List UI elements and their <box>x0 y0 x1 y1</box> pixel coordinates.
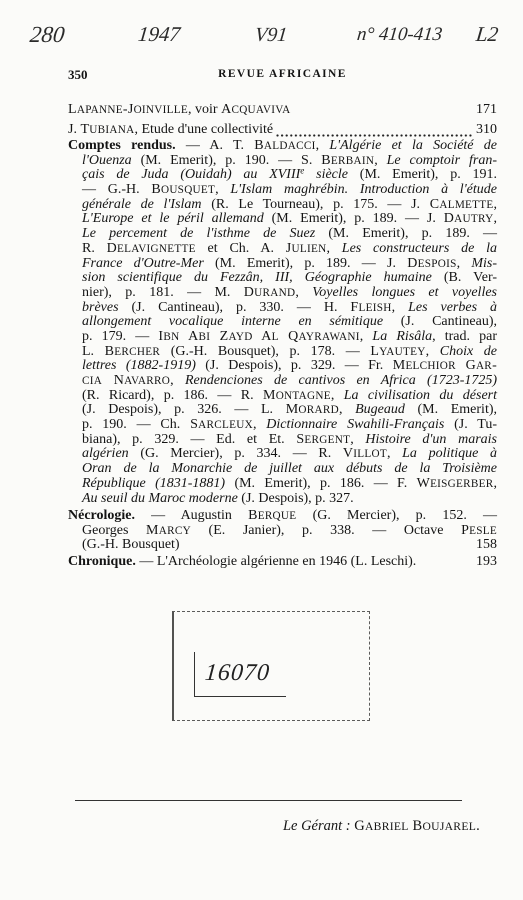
text-run: et Ch. A. <box>195 240 286 256</box>
text-run: , <box>374 152 387 168</box>
small-caps-letters: OINVILLE <box>133 103 188 116</box>
text-run: , <box>493 196 498 212</box>
small-caps-letters: ILLOT <box>353 448 387 461</box>
text-line <box>68 301 497 316</box>
text-line <box>68 257 497 272</box>
text-line <box>68 524 497 539</box>
text-line <box>68 345 497 360</box>
author-name: PESLE <box>461 522 497 538</box>
italic-title: Voyelles longues et voyelles <box>312 284 497 300</box>
text-line <box>68 477 497 492</box>
small-caps-letters: BN <box>163 330 180 343</box>
text-line <box>68 183 497 198</box>
text-run: — L'Archéologie algérienne en 1946 (L. Leschi). <box>135 553 417 569</box>
text-run: (M. Emerit), <box>404 402 497 418</box>
italic-title: Histoire d'un marais <box>365 431 498 447</box>
italic-title: La politique à <box>402 446 498 462</box>
small-caps-letters: ERGENT <box>304 433 351 446</box>
italic-title: Mis- <box>471 255 497 271</box>
small-caps-letters: ESLE <box>469 524 497 537</box>
text-run: (J. Cantineau), p. 330. — H. <box>118 299 351 315</box>
small-caps-letters: EISGERBER <box>430 477 494 490</box>
text-line <box>68 538 497 553</box>
author-name: DAUTRY <box>443 211 494 227</box>
italic-title: générale de l'Islam <box>82 196 202 212</box>
author-name: SARCLEUX <box>190 417 253 433</box>
italic-title: l'Ouenza <box>82 152 132 168</box>
text-run: p. 190. — Ch. <box>82 417 191 433</box>
text-line <box>68 418 497 433</box>
small-caps-letters: L <box>271 330 279 343</box>
text-line <box>68 315 497 330</box>
text-line <box>68 389 497 404</box>
text-run: , <box>456 255 472 271</box>
small-caps-letters: CIA <box>82 375 103 387</box>
chronique-section <box>68 555 497 570</box>
small-caps-letters: ABRIEL <box>365 820 409 833</box>
text-run: Georges <box>82 522 146 538</box>
text-line <box>68 492 497 507</box>
italic-title: Les verbes à <box>408 299 497 315</box>
italic-title: La Risâla <box>372 328 433 344</box>
small-caps-letters: ERQUE <box>257 510 297 522</box>
italic-title: L'Europe et le péril allemand <box>82 211 264 227</box>
small-caps-letters: UBIANA <box>89 123 135 136</box>
small-caps-letters: AUTRY <box>454 213 494 226</box>
italic-title: L'Algérie et la Société de <box>329 138 497 153</box>
italic-title: Au seuil du Maroc moderne <box>82 490 238 506</box>
page-number: 350 <box>68 67 88 82</box>
handwritten-year: 1947 <box>136 22 182 46</box>
author-name: CIA NAVARRO <box>82 373 171 388</box>
small-caps-letters: AR <box>475 360 493 373</box>
necrologie-section <box>68 509 497 553</box>
text-run: — Augustin <box>135 508 249 523</box>
text-line <box>68 509 497 524</box>
text-run: (M. Emerit), p. 190. — S. <box>131 152 322 168</box>
italic-title: lettres (1882-1919) <box>82 358 196 374</box>
leader-space <box>416 555 476 570</box>
author-name: JULIEN <box>285 240 327 256</box>
italic-title: algérien <box>82 446 129 462</box>
italic-title: Le comptoir fran- <box>386 152 497 168</box>
text-run: , <box>315 138 330 153</box>
stamp-accession-number: 16070 <box>203 660 272 686</box>
superscript: e <box>300 165 305 176</box>
author-name: MORARD <box>285 402 339 418</box>
text-line <box>68 103 497 118</box>
line-text <box>82 538 180 553</box>
italic-title: çais de Juda (Ouidah) au XVIII <box>82 167 301 183</box>
small-caps-letters: ARCLEUX <box>198 419 253 432</box>
author-name: BERQUE <box>248 508 297 523</box>
text-run: p. 179. — <box>82 328 159 344</box>
text-line <box>68 212 497 227</box>
italic-title: sion scientifique du Fezzân, III, Géographie humaine <box>82 270 432 286</box>
leader-space <box>290 103 476 118</box>
author-name: BOUSQUET <box>151 182 216 198</box>
text-run: (M. Emerit), p. 186. — F. <box>225 475 417 491</box>
small-caps-letters: LEISH <box>358 301 392 314</box>
author-name: DESPOIS <box>407 255 457 271</box>
text-run: , <box>326 240 342 256</box>
text-run: , <box>215 182 231 198</box>
small-caps-letters: ARCY <box>158 524 191 537</box>
text-line <box>68 198 497 213</box>
text-run: (G.-H. Bousquet) <box>82 537 180 553</box>
text-run: J. <box>68 121 81 137</box>
text-run: , <box>295 284 313 300</box>
page-reference: 171 <box>476 101 497 117</box>
italic-title: siècle <box>304 167 348 183</box>
text-run: , trad. par <box>432 328 498 344</box>
leader-space <box>276 123 472 138</box>
author-name: MONTAGNE <box>262 387 331 403</box>
text-run: (M. Emerit), p. 189. — <box>315 226 497 242</box>
text-run: — G.-H. <box>82 182 152 198</box>
author-name: DELAVIGNETTE <box>106 240 196 256</box>
text-run: L. <box>82 343 105 359</box>
italic-title: Bugeaud <box>355 402 405 418</box>
text-line <box>68 286 497 301</box>
leader-space <box>180 538 476 553</box>
small-caps-letters: ESPOIS <box>417 257 457 270</box>
small-caps-letters: ALMETTE <box>439 198 494 211</box>
handwritten-reference: 280 <box>28 22 66 47</box>
section-heading: Chronique. <box>68 553 136 569</box>
author-name: BERBAIN <box>321 152 375 168</box>
italic-title: L'Islam maghrébin. Introduction à l'étude <box>230 182 498 198</box>
line-text <box>68 555 416 570</box>
text-line <box>68 433 497 448</box>
text-run: (G. Mercier), p. 152. — <box>296 508 497 523</box>
text-run: nier), p. 181. — M. <box>82 284 244 300</box>
author-name: IBN ABI ZAYD AL QAYRAWANI <box>158 328 360 344</box>
small-caps-letters: ORARD <box>298 404 339 417</box>
text-run: , <box>493 211 497 227</box>
page-reference: 193 <box>476 553 497 569</box>
page-reference: 310 <box>476 121 497 137</box>
publisher-manager-line <box>250 818 480 835</box>
italic-title: allongement vocalique interne en sémitique <box>82 314 384 330</box>
text-line <box>68 227 497 242</box>
text-run: (R. Le Tourneau), p. 175. — J. <box>201 196 430 212</box>
small-caps-letters: OUSQUET <box>160 184 216 197</box>
text-run: , <box>386 446 403 462</box>
text-run: (M. Emerit), p. 189. — J. <box>203 255 408 271</box>
small-caps-letters: URAND <box>254 286 296 299</box>
italic-title: Rendenciones de cantivos en Africa (1723-1725) <box>184 373 498 388</box>
text-run: (G.-H. Bousquet), p. 178. — <box>160 343 371 359</box>
text-line <box>68 242 497 257</box>
footer-rule <box>75 800 462 801</box>
text-run: (J. Tu- <box>444 417 498 433</box>
italic-title: brèves <box>82 299 119 315</box>
author-name: DURAND <box>243 284 296 300</box>
author-name: MELCHIOR GAR- <box>392 358 498 374</box>
comptes-rendus-section <box>68 139 497 506</box>
small-caps-letters: ELAVIGNETTE <box>117 242 196 255</box>
text-run: , <box>391 299 409 315</box>
small-caps-letters: BI <box>198 330 211 343</box>
italic-title: Le percement de l'isthme de Suez <box>82 226 316 242</box>
text-line <box>68 555 497 570</box>
text-run: — A. T. <box>175 138 255 153</box>
text-line <box>68 403 497 418</box>
text-line <box>68 374 497 389</box>
text-run: , voir <box>188 101 222 117</box>
text-line <box>68 330 497 345</box>
text-run: (M. Emerit), p. 189. — J. <box>263 211 444 227</box>
italic-title: La civilisation du désert <box>343 387 497 403</box>
small-caps-letters: YAUTEY <box>379 345 426 358</box>
text-run: (J. Cantineau), <box>383 314 497 330</box>
author-name: TUBIANA <box>80 121 135 137</box>
author-name: LYAUTEY <box>370 343 426 359</box>
footer-label: Le Gérant : <box>282 818 351 834</box>
author-name: CALMETTE <box>429 196 494 212</box>
section-heading: Comptes rendus. <box>68 138 176 153</box>
author-name: BERCHER <box>104 343 161 359</box>
author-name: MARCY <box>146 522 191 538</box>
text-run: (G. Mercier), p. 334. — R. <box>128 446 343 462</box>
italic-title: République (1831-1881) <box>82 475 226 491</box>
author-name: ACQUAVIVA <box>221 101 291 117</box>
text-line <box>68 447 497 462</box>
text-line <box>68 359 497 374</box>
section-heading: Nécrologie. <box>68 508 135 523</box>
italic-title: Les constructeurs de la <box>341 240 498 256</box>
text-run: , <box>359 328 373 344</box>
text-line <box>68 139 497 154</box>
text-run: (R. Ricard), p. 186. — R. <box>82 387 263 403</box>
text-run: (M. Emerit), p. 191. <box>348 167 497 183</box>
small-caps-letters: ELCHIOR <box>405 360 456 373</box>
author-name: SERGENT <box>296 431 351 447</box>
small-caps-letters: AYRAWANI <box>298 330 360 343</box>
text-run: (J. Despois), p. 327. <box>237 490 354 506</box>
small-caps-letters: AVARRO <box>124 375 171 387</box>
small-caps-letters: AYD <box>228 330 253 343</box>
text-run: R. <box>82 240 107 256</box>
text-run: , <box>252 417 267 433</box>
italic-title: Choix de <box>439 343 497 359</box>
handwritten-volume: V91 <box>253 24 289 46</box>
text-run: (J. Despois), p. 329. — Fr. <box>195 358 393 374</box>
small-caps-letters: CQUAVIVA <box>231 103 291 116</box>
index-entry-tubiana <box>68 123 497 138</box>
author-name: WEISGERBER <box>416 475 494 491</box>
italic-title: Dictionnaire Swahili-Français <box>266 417 445 433</box>
text-run: , <box>493 475 497 491</box>
small-caps-letters: ALDACCI <box>263 140 316 152</box>
author-name: LAPANNE-JOINVILLE <box>68 101 188 117</box>
line-text <box>68 103 290 118</box>
text-run: (E. Janier), p. 338. — Octave <box>190 522 462 538</box>
italic-title: France d'Outre-Mer <box>82 255 204 271</box>
line-text <box>68 123 273 138</box>
text-line <box>68 165 497 183</box>
text-run: (B. Ver- <box>431 270 497 286</box>
small-caps-letters: ONTAGNE <box>275 389 331 402</box>
handwritten-shelf-mark: L2 <box>474 22 500 46</box>
text-run: , <box>170 373 185 388</box>
running-head-title: REVUE AFRICAINE <box>218 68 347 80</box>
handwritten-numbers: n° 410-413 <box>355 24 444 45</box>
small-caps-letters: APANNE <box>76 103 123 116</box>
small-caps-letters: OUJAREL <box>422 820 477 833</box>
text-run: (J. Despois), p. 326. — L. <box>82 402 286 418</box>
index-entry-lapanne-joinville <box>68 103 497 118</box>
small-caps-letters: ERBAIN <box>330 154 375 167</box>
text-run: , Etude d'une collectivité <box>134 121 274 137</box>
text-line <box>68 271 497 286</box>
text-run: , <box>330 387 344 403</box>
author-name: FLEISH <box>350 299 392 315</box>
text-run: , <box>350 431 366 447</box>
small-caps-letters: ERCHER <box>114 345 161 358</box>
text-run: biana), p. 329. — Ed. et Et. <box>82 431 297 447</box>
text-line <box>68 123 497 138</box>
text-line <box>68 462 497 477</box>
author-name: VILLOT <box>342 446 387 462</box>
author-name: BALDACCI <box>254 138 316 153</box>
italic-title: Oran de la Monarchie de juillet aux débuts de la Troisième <box>82 461 497 477</box>
text-run: , <box>425 343 440 359</box>
small-caps-letters: ULIEN <box>291 242 327 255</box>
manager-name: GABRIEL BOUJAREL. <box>354 818 480 834</box>
text-run: , <box>338 402 356 418</box>
page-reference: 158 <box>476 537 497 553</box>
